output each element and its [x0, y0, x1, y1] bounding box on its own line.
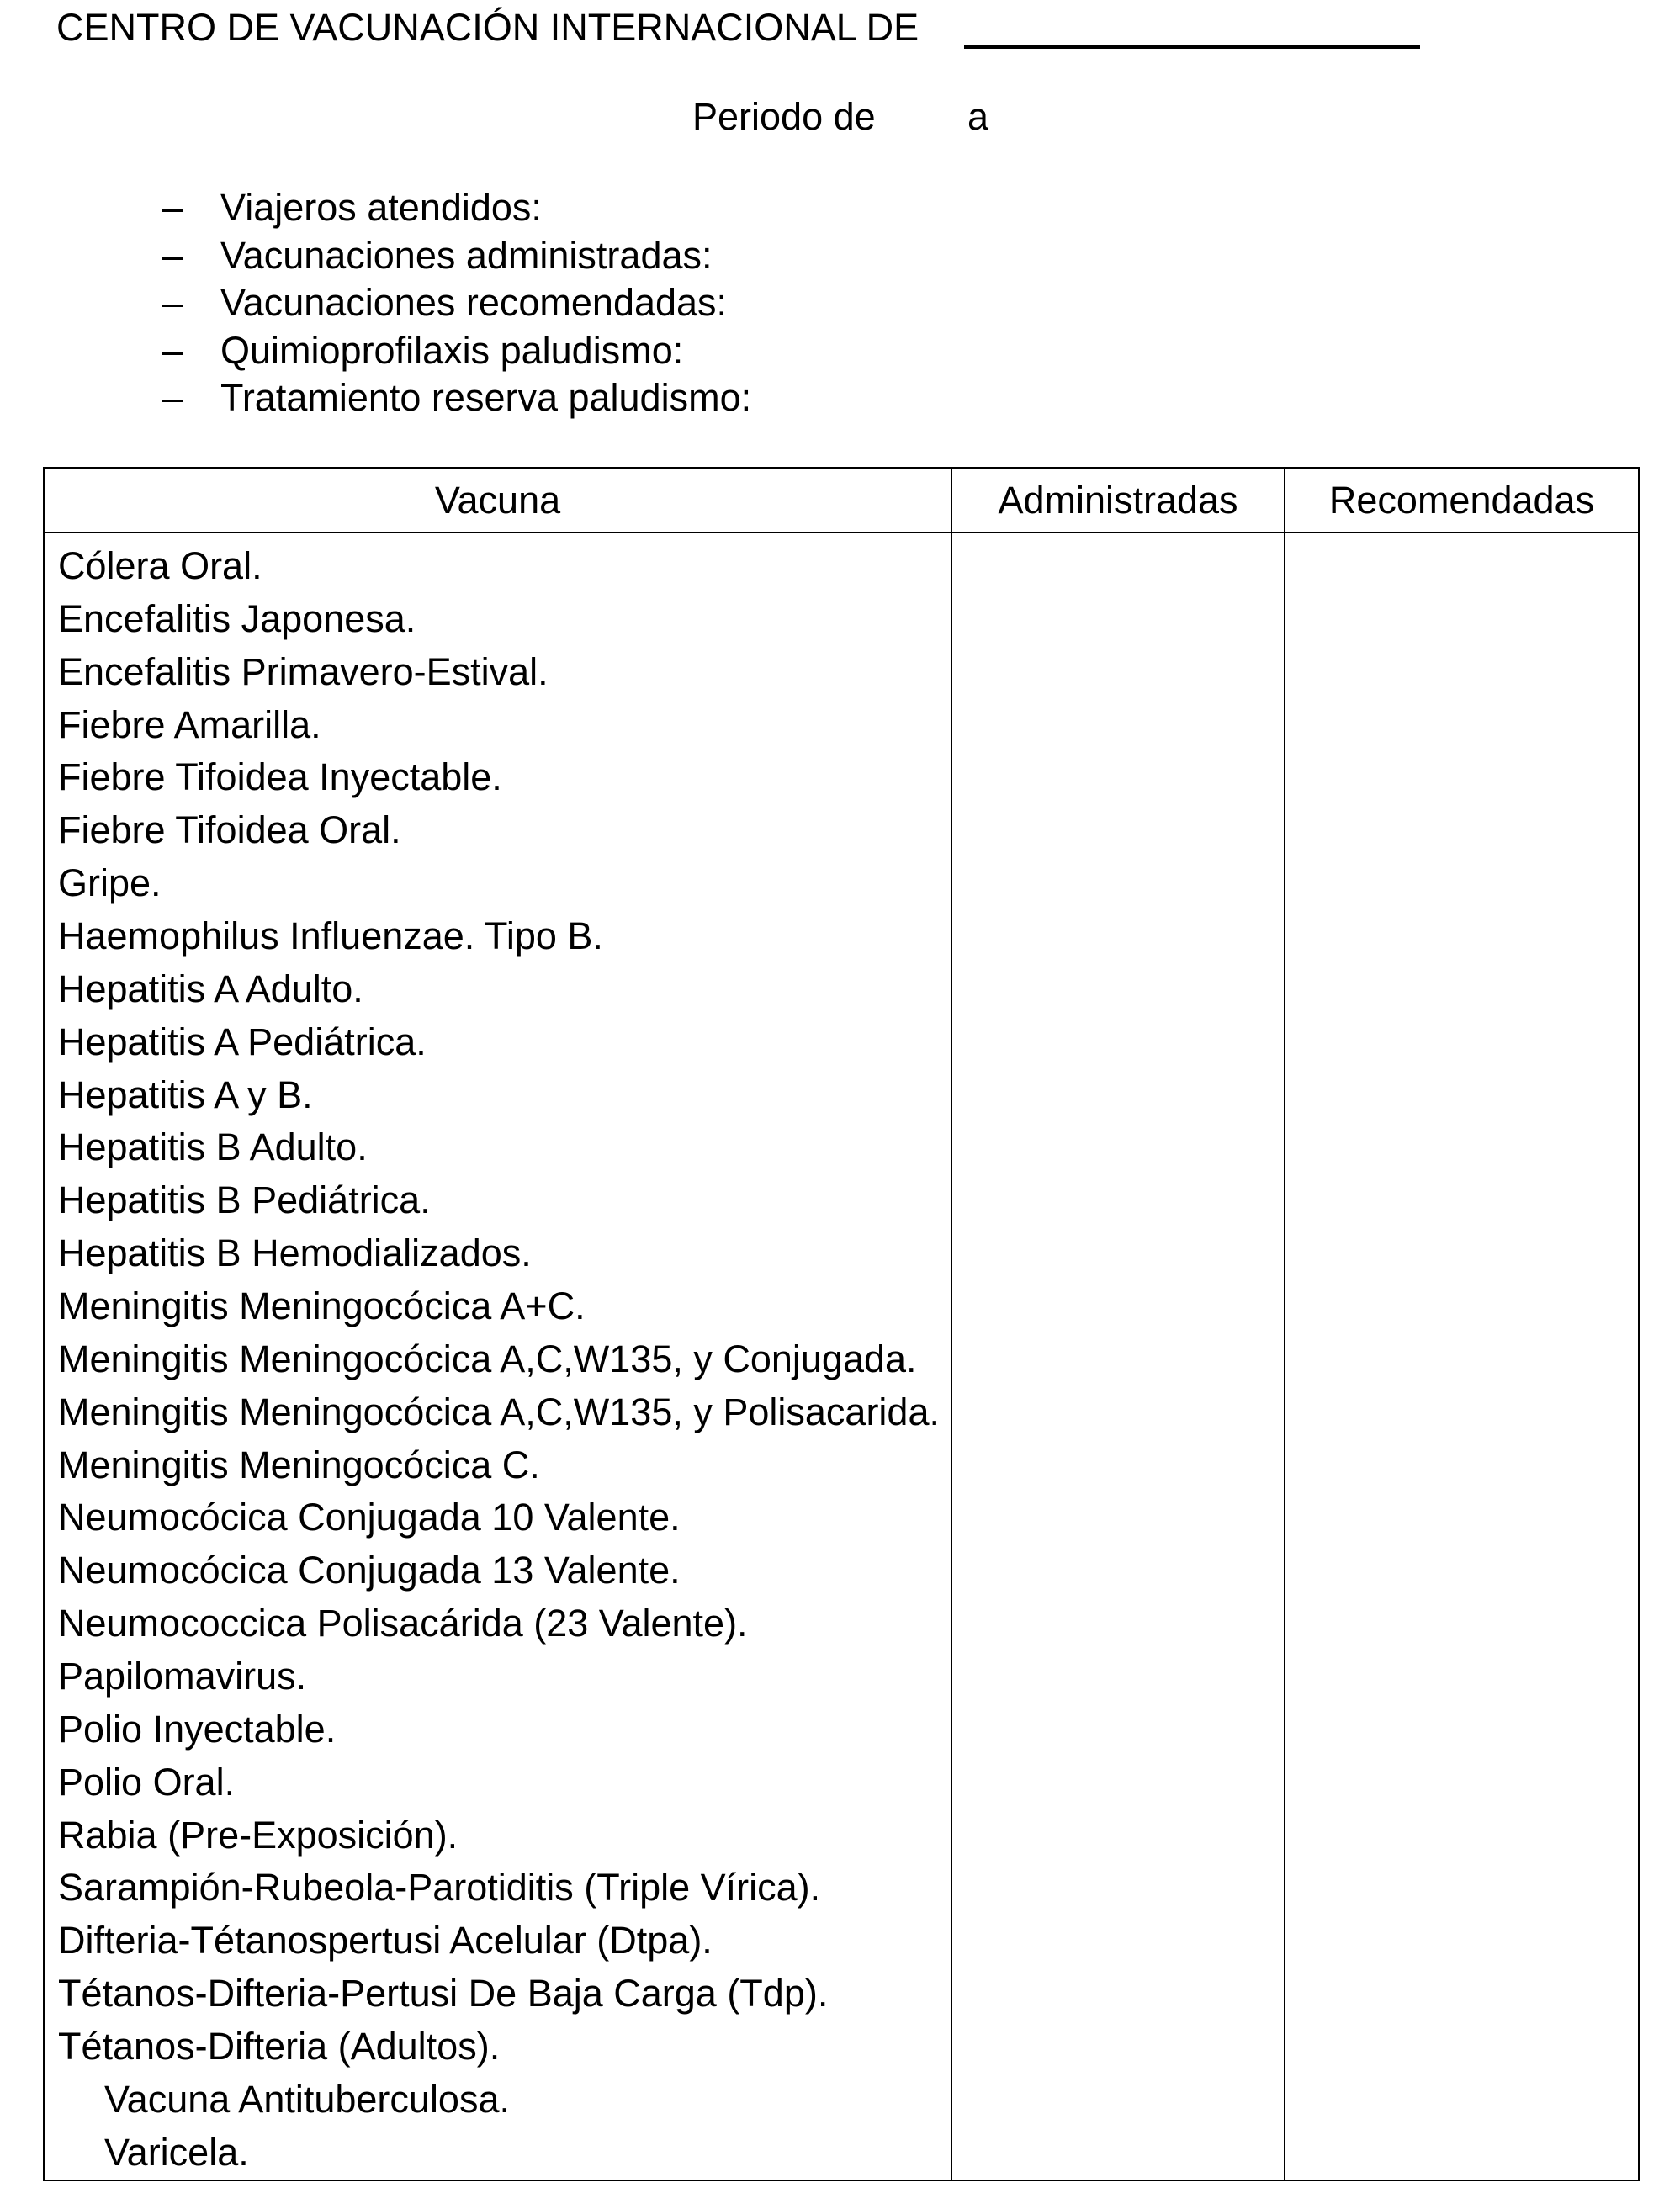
vaccine-names-cell [44, 532, 951, 2180]
vaccine-name: Fiebre Tifoidea Inyectable. [58, 755, 502, 799]
table-header-row [44, 468, 1639, 532]
table-body-row [44, 532, 1639, 2180]
vaccine-name: Neumococcica Polisacárida (23 Valente). [58, 1602, 748, 1645]
summary-item-label: Tratamiento reserva paludismo: [220, 376, 752, 419]
vaccine-name: Tétanos-Difteria-Pertusi De Baja Carga (Tdp). [58, 1972, 829, 2016]
column-header-vaccine: Vacuna [44, 468, 951, 532]
center-name-blank-line [964, 45, 1420, 49]
vaccine-name: Hepatitis B Hemodializados. [58, 1232, 532, 1275]
vaccine-name: Rabia (Pre-Exposición). [58, 1813, 458, 1857]
vaccine-name: Tétanos-Difteria (Adultos). [58, 2025, 501, 2069]
summary-item-label: Quimioprofilaxis paludismo: [220, 328, 684, 372]
vaccine-name: Meningitis Meningocócica A+C. [58, 1285, 586, 1328]
column-header-administered: Administradas [951, 468, 1285, 532]
vaccine-name: Encefalitis Japonesa. [58, 596, 416, 640]
summary-item-label: Vacunaciones administradas: [220, 233, 713, 277]
vaccine-name: Meningitis Meningocócica A,C,W135, y Polisacarida. [58, 1390, 940, 1433]
vaccine-name: Gripe. [58, 861, 162, 905]
vaccine-name: Varicela. [104, 2130, 249, 2174]
dash-bullet: – [162, 281, 183, 324]
dash-bullet: – [162, 376, 183, 419]
column-header-recommended: Recomendadas [1285, 468, 1639, 532]
dash-bullet: – [162, 186, 183, 229]
administered-cell[interactable] [951, 532, 1285, 2180]
vaccine-name: Hepatitis A Pediátrica. [58, 1020, 427, 1063]
vaccine-name: Meningitis Meningocócica C. [58, 1443, 540, 1486]
vaccine-name: Hepatitis B Adulto. [58, 1126, 368, 1169]
vaccine-name: Haemophilus Influenzae. Tipo B. [58, 914, 603, 958]
dash-bullet: – [162, 233, 183, 277]
vaccine-name: Hepatitis A y B. [58, 1073, 313, 1116]
vaccine-name: Fiebre Tifoidea Oral. [58, 808, 401, 852]
dash-bullet: – [162, 328, 183, 372]
vaccine-name: Encefalitis Primavero-Estival. [58, 649, 549, 693]
vaccine-name: Difteria-Tétanospertusi Acelular (Dtpa). [58, 1919, 713, 1963]
page-title: CENTRO DE VACUNACIÓN INTERNACIONAL DE [56, 6, 919, 49]
vaccine-name: Sarampión-Rubeola-Parotiditis (Triple Vírica). [58, 1866, 821, 1910]
vaccine-name: Fiebre Amarilla. [58, 702, 321, 746]
vaccine-name: Meningitis Meningocócica A,C,W135, y Conjugada. [58, 1337, 917, 1380]
recommended-cell[interactable] [1285, 532, 1639, 2180]
vaccine-name: Hepatitis B Pediátrica. [58, 1179, 431, 1222]
vaccine-name: Neumocócica Conjugada 13 Valente. [58, 1549, 681, 1592]
period-to-label: a [967, 95, 989, 138]
vaccine-name: Vacuna Antituberculosa. [104, 2077, 510, 2121]
vaccine-name: Neumocócica Conjugada 10 Valente. [58, 1496, 681, 1539]
summary-item-label: Vacunaciones recomendadas: [220, 281, 728, 324]
vaccine-name: Polio Oral. [58, 1760, 236, 1804]
vaccine-list [45, 533, 951, 2180]
vaccine-name: Papilomavirus. [58, 1655, 307, 1698]
period-label: Periodo de [692, 95, 876, 138]
vaccine-name: Cólera Oral. [58, 544, 262, 587]
summary-item-label: Viajeros atendidos: [220, 186, 542, 229]
vaccine-name: Polio Inyectable. [58, 1707, 337, 1751]
vaccine-table [43, 467, 1640, 2181]
vaccine-name: Hepatitis A Adulto. [58, 967, 363, 1010]
